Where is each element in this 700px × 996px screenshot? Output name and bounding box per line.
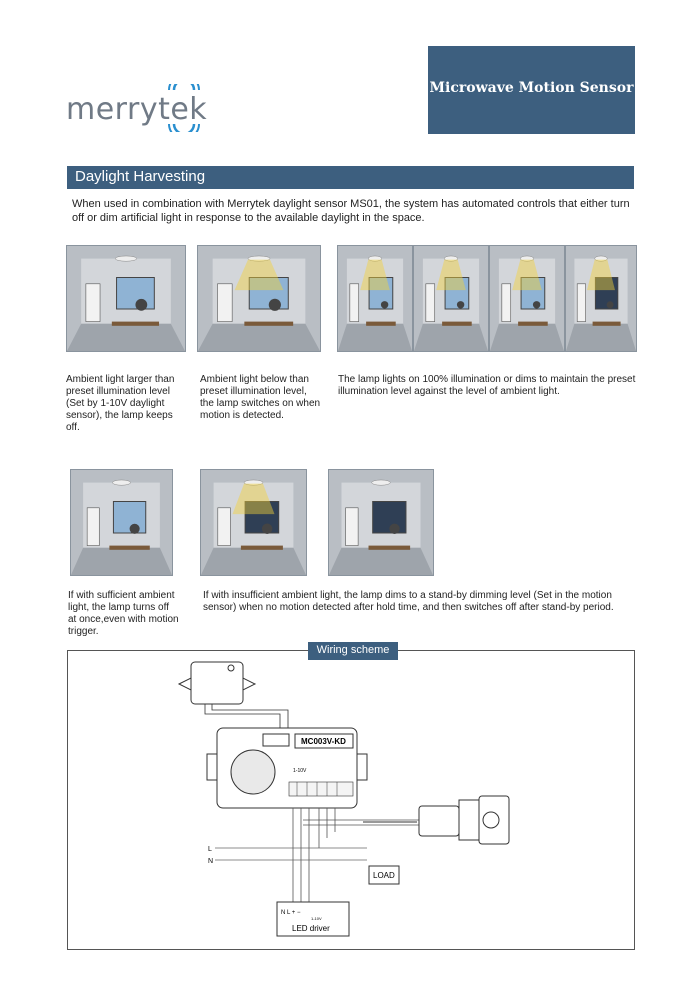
module-small-label: 1-10V <box>293 768 307 774</box>
section-title: Daylight Harvesting <box>75 168 206 185</box>
load-label: LOAD <box>373 871 395 880</box>
signal-waves-icon <box>66 84 236 132</box>
module-label: MC003V-KD <box>301 737 346 746</box>
caption-1: Ambient light larger than preset illumination level (Set by 1-10V daylight sensor), the lamp keeps off. <box>66 374 175 433</box>
section-header <box>67 166 634 189</box>
scene-illustration <box>338 246 412 351</box>
scene-4 <box>413 245 489 352</box>
caption-3: The lamp lights on 100% illumination or dims to maintain the preset illumination level against the level of ambient light. <box>338 374 636 397</box>
wiring-diagram <box>67 650 633 948</box>
scene-illustration <box>490 246 564 351</box>
merrytek-logo <box>66 84 236 132</box>
caption-5: If with insufficient ambient light, the lamp dims to a stand-by dimming level (Set in the motion sensor) when no motion detected after hold time, and then switches off after stand-by period. <box>203 590 614 613</box>
junction-box <box>179 662 255 704</box>
caption-4: If with sufficient ambient light, the lamp turns off at once,even with motion trigger. <box>68 590 179 637</box>
scene-6 <box>565 245 637 352</box>
intro-paragraph: When used in combination with Merrytek daylight sensor MS01, the system has automated controls that either turn off or dim artificial light in response to the available daylight in the space. <box>72 198 630 224</box>
driver-sub-label: 1-10V <box>311 916 322 921</box>
wire-l-label: L <box>208 846 212 853</box>
driver-label: LED driver <box>292 924 330 933</box>
driver-terminals: N L + − <box>281 910 301 916</box>
scene-illustration <box>67 246 185 351</box>
scene-illustration <box>329 470 433 575</box>
sensor-module <box>207 728 367 808</box>
scene-illustration <box>198 246 320 351</box>
scene-illustration <box>71 470 172 575</box>
page-title: Microwave Motion Sensor <box>429 80 634 96</box>
scene-1 <box>66 245 186 352</box>
led-driver <box>277 902 349 936</box>
scene-illustration <box>414 246 488 351</box>
scene-2 <box>197 245 321 352</box>
scene-illustration <box>201 470 306 575</box>
title-box <box>428 46 635 134</box>
caption-2: Ambient light below than preset illumination level, the lamp switches on when motion is detected. <box>200 374 321 421</box>
scene-9 <box>328 469 434 576</box>
scene-8 <box>200 469 307 576</box>
wiring-title: Wiring scheme <box>316 644 390 656</box>
scene-illustration <box>566 246 636 351</box>
wire-n-label: N <box>208 858 214 865</box>
scene-3 <box>337 245 413 352</box>
scene-7 <box>70 469 173 576</box>
logo-text: merrytek <box>66 92 208 127</box>
scene-5 <box>489 245 565 352</box>
